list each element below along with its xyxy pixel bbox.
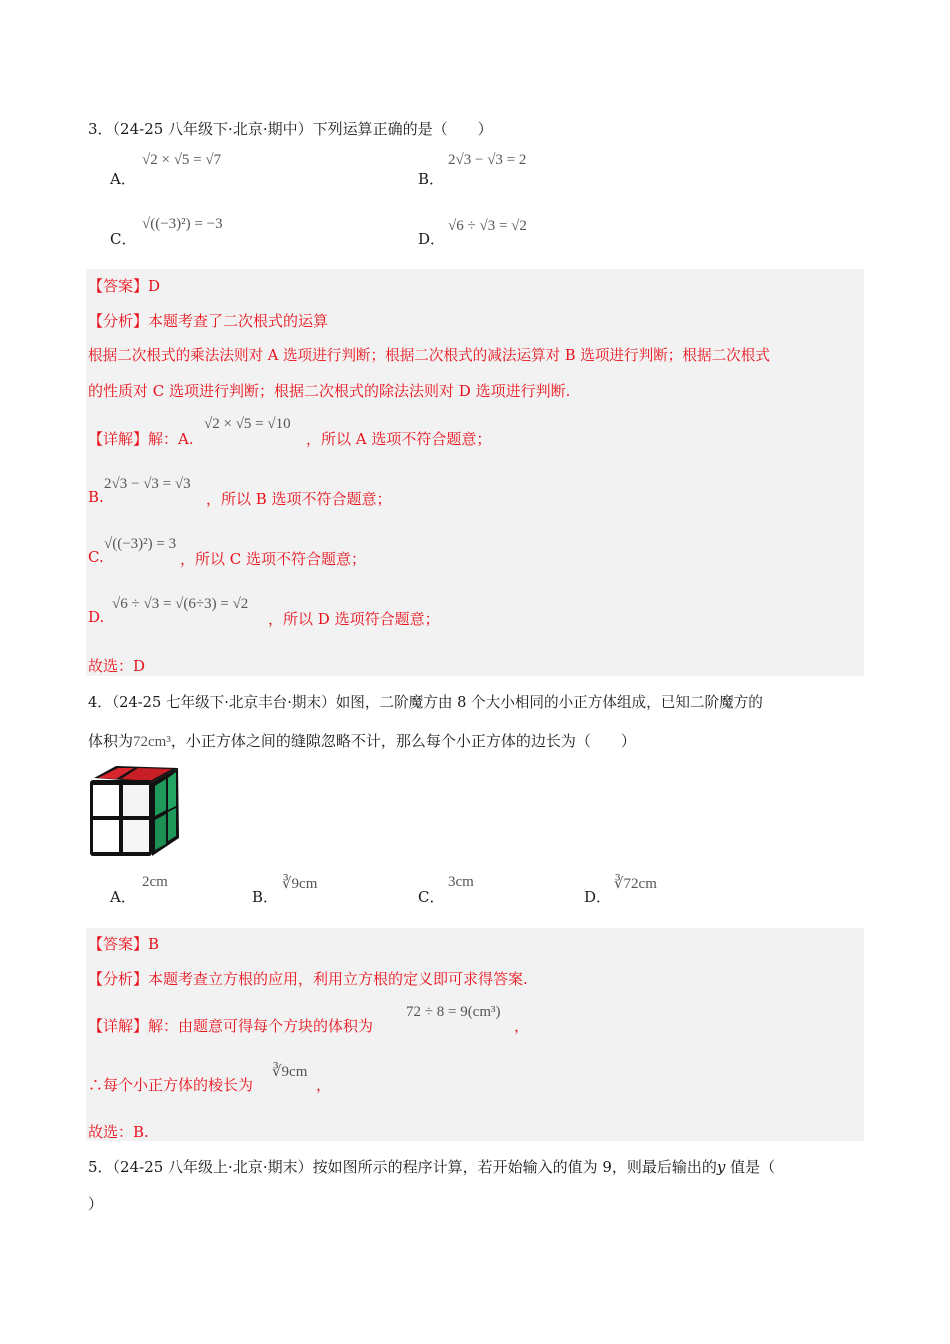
q3-detail-d-prefix: D. <box>88 608 105 626</box>
q3-analysis <box>88 310 328 331</box>
q3-answer <box>88 275 160 296</box>
q4-option-b[interactable] <box>252 886 278 907</box>
q3-detail-b-expr: 2√3 − √3 = √3 <box>104 476 191 492</box>
detail-text: 解：由题意可得每个方块的体积为 <box>148 1017 374 1035</box>
q3-detail-a <box>88 428 194 449</box>
stem-text: 体积为 <box>88 732 134 750</box>
option-letter: C． <box>418 888 445 906</box>
q3-detail-c-prefix: C. <box>88 548 104 566</box>
q3-detail-d-text: ，所以 D 选项符合题意； <box>268 610 440 628</box>
q3-detail-a-expr: √2 × √5 = √10 <box>204 416 291 432</box>
stem-text: 5．（24-25 八年级上·北京·期末）按如图所示的程序计算，若开始输入的值为 9，则最后输出的 <box>88 1158 717 1176</box>
q4-option-d[interactable] <box>584 886 611 907</box>
answer-label: 【答案】 <box>88 935 149 953</box>
q4-option-c[interactable] <box>418 886 444 907</box>
q3-conclusion: 故选：D <box>88 657 146 675</box>
q3-analysis-line2: 的性质对 C 选项进行判断；根据二次根式的除法法则对 D 选项进行判断. <box>88 382 571 400</box>
option-letter: A． <box>110 888 136 906</box>
q4-detail <box>88 1015 373 1036</box>
q5-stem-line1 <box>88 1156 775 1177</box>
q3-detail-a-text: ，所以 A 选项不符合题意； <box>306 430 492 448</box>
q3-option-d[interactable] <box>418 228 445 249</box>
q5-stem-line2: ） <box>88 1195 104 1213</box>
q3-option-a[interactable] <box>110 168 136 189</box>
detail-label: 【详解】 <box>88 430 149 448</box>
q3-stem: 3．（24-25 八年级下·北京·期中）下列运算正确的是（ ） <box>88 120 493 138</box>
q4-option-d-expr: ∛72cm <box>614 876 657 892</box>
q4-conclusion: 故选：B. <box>88 1123 149 1141</box>
analysis-text: 本题考查立方根的应用，利用立方根的定义即可求得答案. <box>148 970 528 988</box>
option-letter: A． <box>110 170 136 188</box>
stem-text: 值是（ <box>725 1158 776 1176</box>
stem-text: ，小正方体之间的缝隙忽略不计，那么每个小正方体的边长为（ ） <box>170 732 636 750</box>
q3-detail-b-text: ，所以 B 选项不符合题意； <box>206 490 392 508</box>
q3-option-c[interactable] <box>110 228 136 249</box>
variable-y: y <box>716 1158 726 1176</box>
q4-detail-expr: 72 ÷ 8 = 9(cm³) <box>406 1004 501 1020</box>
rubiks-cube-illustration <box>88 764 180 858</box>
q4-therefore-tail: ， <box>316 1076 332 1094</box>
q4-answer <box>88 933 159 954</box>
option-letter: C． <box>110 230 137 248</box>
answer-value: D <box>148 277 161 295</box>
answer-label: 【答案】 <box>88 277 149 295</box>
q3-option-b[interactable] <box>418 168 444 189</box>
analysis-label: 【分析】 <box>88 312 149 330</box>
q4-option-a[interactable] <box>110 886 136 907</box>
volume-expr: 72cm³ <box>133 734 171 750</box>
detail-label: 【详解】 <box>88 1017 149 1035</box>
q4-therefore: ∴每个小正方体的棱长为 <box>88 1076 254 1094</box>
analysis-label: 【分析】 <box>88 970 149 988</box>
option-letter: D． <box>584 888 612 906</box>
q4-stem-line2 <box>88 730 636 751</box>
analysis-text: 本题考查了二次根式的运算 <box>148 312 329 330</box>
q3-option-d-expr: √6 ÷ √3 = √2 <box>448 218 527 234</box>
q4-analysis <box>88 968 528 989</box>
q3-option-c-expr: √((−3)²) = −3 <box>142 216 223 232</box>
q4-option-a-expr: 2cm <box>142 874 168 890</box>
q4-option-b-expr: ∛9cm <box>282 876 318 892</box>
q4-therefore-expr: ∛9cm <box>272 1064 308 1080</box>
detail-prefix: 解：A. <box>148 430 194 448</box>
option-letter: B． <box>252 888 279 906</box>
answer-value: B <box>148 935 160 953</box>
rubiks-cube-image <box>88 764 180 858</box>
q3-option-a-expr: √2 × √5 = √7 <box>142 152 222 168</box>
q3-detail-d-expr: √6 ÷ √3 = √(6÷3) = √2 <box>112 596 249 612</box>
option-letter: D． <box>418 230 446 248</box>
q3-analysis-line1: 根据二次根式的乘法法则对 A 选项进行判断；根据二次根式的减法运算对 B 选项进行判断；根据二次根式 <box>88 347 770 364</box>
q4-detail-tail: ， <box>514 1017 530 1035</box>
q3-detail-c-text: ，所以 C 选项不符合题意； <box>180 550 367 568</box>
q3-detail-c-expr: √((−3)²) = 3 <box>104 536 177 552</box>
q4-stem-line1: 4．（24-25 七年级下·北京丰台·期末）如图，二阶魔方由 8 个大小相同的小正方体组成，已知二阶魔方的 <box>88 694 763 711</box>
option-letter: B． <box>418 170 445 188</box>
q3-detail-b-prefix: B. <box>88 488 104 506</box>
q3-option-b-expr: 2√3 − √3 = 2 <box>448 152 527 168</box>
q4-option-c-expr: 3cm <box>448 874 474 890</box>
